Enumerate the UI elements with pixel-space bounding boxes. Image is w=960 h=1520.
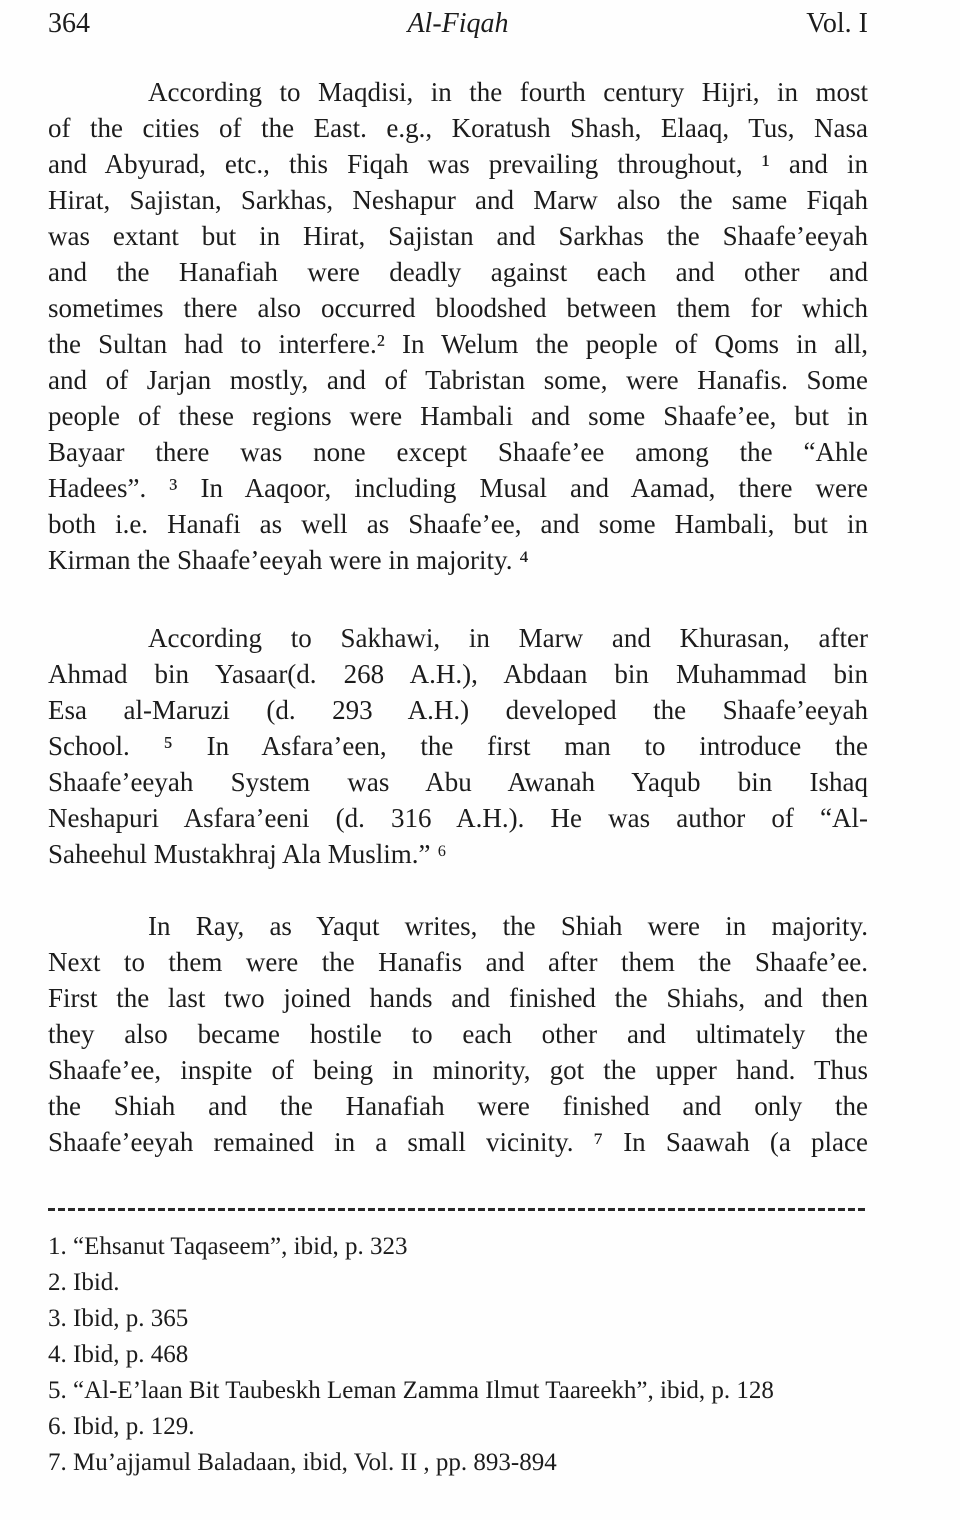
text-line: and of Jarjan mostly, and of Tabristan some, were Hanafis. Some xyxy=(48,365,868,395)
text-line: Saheehul Mustakhraj Ala Muslim.” ⁶ xyxy=(48,839,447,869)
text-line: Kirman the Shaafe’eeyah were in majority. ⁴ xyxy=(48,545,529,575)
page-number: 364 xyxy=(48,8,90,39)
text-line: According to Maqdisi, in the fourth century Hijri, in most xyxy=(148,77,868,107)
footnotes xyxy=(48,1229,868,1481)
page-body xyxy=(48,74,868,1481)
footnote-6: 6. Ibid, p. 129. xyxy=(48,1413,195,1440)
text-line: School. ⁵ In Asfara’een, the first man to introduce the xyxy=(48,731,868,761)
text-line: Hadees”. ³ In Aaqoor, including Musal and Aamad, there were xyxy=(48,473,868,503)
footnote-7: 7. Mu’ajjamul Baladaan, ibid, Vol. II , pp. 893-894 xyxy=(48,1449,557,1476)
text-line: was extant but in Hirat, Sajistan and Sarkhas the Shaafe’eeyah xyxy=(48,221,868,251)
book-title: Al-Fiqah xyxy=(407,8,509,39)
footnote-1: 1. “Ehsanut Taqaseem”, ibid, p. 323 xyxy=(48,1233,408,1260)
text-line: Hirat, Sajistan, Sarkhas, Neshapur and Marw also the same Fiqah xyxy=(48,185,868,215)
text-line: Shaafe’eeyah remained in a small vicinity. ⁷ In Saawah (a place xyxy=(48,1127,868,1157)
paragraph-1 xyxy=(48,74,868,578)
text-line: of the cities of the East. e.g., Koratush Shash, Elaaq, Tus, Nasa xyxy=(48,113,868,143)
text-line: and Abyurad, etc., this Fiqah was prevailing throughout, ¹ and in xyxy=(48,149,868,179)
paragraph-2 xyxy=(48,620,868,872)
text-line: First the last two joined hands and finished the Shiahs, and then xyxy=(48,983,868,1013)
text-line: Shaafe’ee, inspite of being in minority, got the upper hand. Thus xyxy=(48,1055,868,1085)
text-line: Shaafe’eeyah System was Abu Awanah Yaqub bin Ishaq xyxy=(48,767,868,797)
text-line: and the Hanafiah were deadly against each and other and xyxy=(48,257,868,287)
text-line: both i.e. Hanafi as well as Shaafe’ee, and some Hambali, but in xyxy=(48,509,868,539)
text-line: the Shiah and the Hanafiah were finished and only the xyxy=(48,1091,868,1121)
paragraph-3 xyxy=(48,908,868,1160)
footnote-2: 2. Ibid. xyxy=(48,1269,120,1296)
text-line: Esa al-Maruzi (d. 293 A.H.) developed the Shaafe’eeyah xyxy=(48,695,868,725)
text-line: sometimes there also occurred bloodshed between them for which xyxy=(48,293,868,323)
text-line: Ahmad bin Yasaar(d. 268 A.H.), Abdaan bin Muhammad bin xyxy=(48,659,868,689)
text-line: According to Sakhawi, in Marw and Khurasan, after xyxy=(148,623,868,653)
volume-label: Vol. I xyxy=(806,8,868,39)
footnote-4: 4. Ibid, p. 468 xyxy=(48,1341,189,1368)
text-line: the Sultan had to interfere.² In Welum the people of Qoms in all, xyxy=(48,329,868,359)
text-line: Bayaar there was none except Shaafe’ee among the “Ahle xyxy=(48,437,868,467)
footnote-5: 5. “Al-E’laan Bit Taubeskh Leman Zamma Ilmut Taareekh”, ibid, p. 128 xyxy=(48,1377,774,1404)
footnote-separator xyxy=(48,1208,868,1211)
text-line: they also became hostile to each other and ultimately the xyxy=(48,1019,868,1049)
footnote-3: 3. Ibid, p. 365 xyxy=(48,1305,189,1332)
text-line: Neshapuri Asfara’eeni (d. 316 A.H.). He was author of “Al- xyxy=(48,803,868,833)
page-header xyxy=(0,0,960,40)
text-line: Next to them were the Hanafis and after them the Shaafe’ee. xyxy=(48,947,868,977)
text-line: In Ray, as Yaqut writes, the Shiah were in majority. xyxy=(148,911,868,941)
text-line: people of these regions were Hambali and some Shaafe’ee, but in xyxy=(48,401,868,431)
